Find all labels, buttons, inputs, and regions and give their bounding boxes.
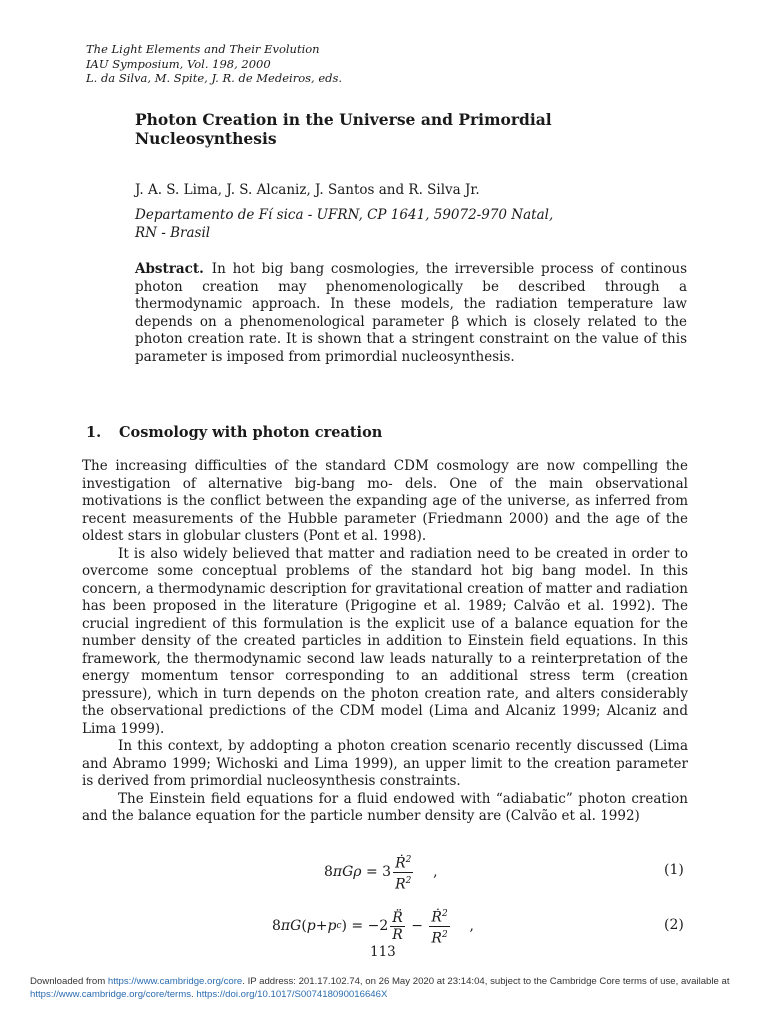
download-footer <box>30 976 750 1001</box>
cambridge-core-link[interactable]: https://www.cambridge.org/core <box>107 976 243 987</box>
paragraph: It is also widely believed that matter and radiation need to be created in order to overcome some conceptual problems of the standard hot big bang model. In this concern, a thermodynamic description for gravitational creation of matter and radiation has been proposed in the literature (Prigogine et al. 1989; Calvão et al. 1992). The crucial ingredient of this formulation is the explicit use of a balance equation for the number density of the created particles in addition to Einstein field equations. In this framework, the thermodynamic second law leads naturally to a reinterpretation of the energy momentum tensor corresponding to an additional stress term (creation pressure), which in turn depends on the photon creation rate, and alters considerably the observational predictions of the CDM model (Lima and Alcaniz 1999; Alcaniz and Lima 1999). <box>82 545 688 737</box>
page-number: 113 <box>370 944 396 960</box>
equation-number-1: (1) <box>664 862 684 878</box>
journal-header <box>86 42 342 86</box>
paragraph: The increasing difficulties of the standard CDM cosmology are now compelling the investigation of alternative big-bang mo- dels. One of the main observational motivations is the conflict between the expanding age of the universe, as inferred from recent measurements of the Hubble parameter (Friedmann 2000) and the age of the oldest stars in globular clusters (Pont et al. 1998). <box>82 458 688 544</box>
header-line-3: L. da Silva, M. Spite, J. R. de Medeiros, eds. <box>86 71 343 85</box>
equation-2: 8 πG ( p + p c ) = −2 $\frac{R̈}{R}$ − $\frac{Ṙ^2}{R^2}$ , <box>272 906 474 946</box>
author-list: J. A. S. Lima, J. S. Alcaniz, J. Santos and R. Silva Jr. <box>135 182 480 198</box>
header-line-2: IAU Symposium, Vol. 198, 2000 <box>86 56 271 71</box>
abstract-text: In hot big bang cosmologies, the irreversible process of continous photon creation may phenomenologically be described through a thermodynamic approach. In these models, the radiation temperature law depends on a phenomenological parameter β which is closely related to the photon creation rate. It is shown that a stringent constraint on the value of this parameter is imposed from primordial nucleosynthesis. <box>135 261 687 365</box>
footer-text-2: . IP address: 201.17.102.74, on 26 May 2020 at 23:14:04, subject to the Cambridge Core terms of use, available at <box>242 976 730 987</box>
abstract-label: Abstract. <box>135 261 204 277</box>
equation-number-2: (2) <box>664 917 684 933</box>
body-text <box>82 458 688 826</box>
paragraph: In this context, by addopting a photon creation scenario recently discussed (Lima and Abramo 1999; Wichoski and Lima 1999), an upper limit to the creation parameter is derived from primordial nucleosynthesis constraints. <box>82 738 688 789</box>
abstract <box>135 261 687 366</box>
paragraph: The Einstein field equations for a fluid endowed with “adiabatic” photon creation and the balance equation for the particle number density are (Calvão et al. 1992) <box>82 790 688 824</box>
header-line-1: The Light Elements and Their Evolution <box>86 42 320 56</box>
footer-text-3: . <box>191 988 197 1000</box>
footer-text-1: Downloaded from <box>30 976 108 987</box>
title-line-1: Photon Creation in the Universe and Primordial <box>135 110 552 129</box>
affiliation-line-2: RN - Brasil <box>135 225 211 241</box>
equation-1: 8 πGρ = 3 $\frac{Ṙ^2}{R^2}$ , <box>324 852 438 892</box>
doi-link[interactable]: https://doi.org/10.1017/S007418090016646X <box>196 988 388 1000</box>
section-heading <box>86 424 382 441</box>
paper-title <box>135 110 695 148</box>
section-number: 1. <box>86 424 102 441</box>
title-line-2: Nucleosynthesis <box>135 129 277 148</box>
affiliation <box>135 206 655 242</box>
affiliation-line-1: Departamento de Fí sica - UFRN, CP 1641, 59072-970 Natal, <box>135 207 554 223</box>
section-title: Cosmology with photon creation <box>119 424 383 441</box>
terms-link[interactable]: https://www.cambridge.org/core/terms <box>30 988 192 1000</box>
